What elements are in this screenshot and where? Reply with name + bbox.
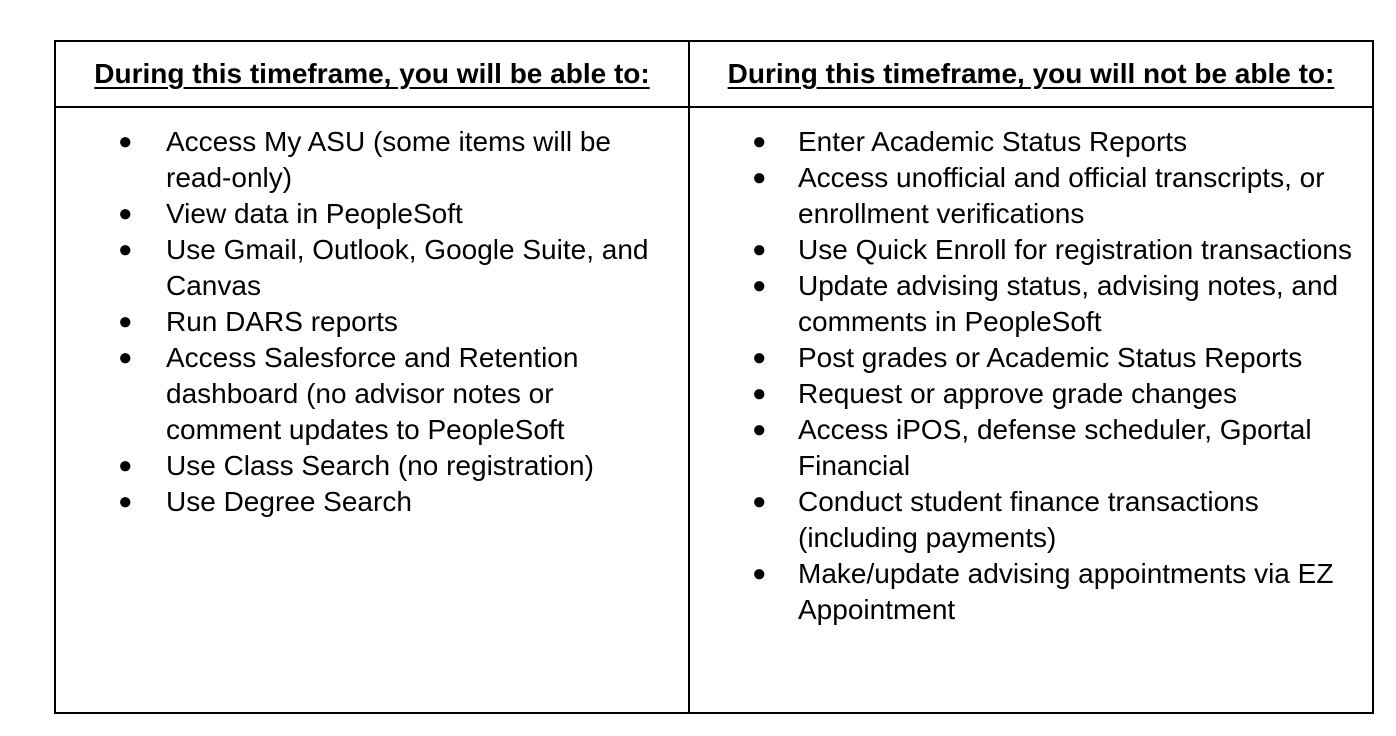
list-item xyxy=(56,448,670,484)
list-item-text: Access My ASU (some items will be read-only) xyxy=(166,126,611,193)
bullet-icon: ● xyxy=(118,308,133,335)
content-row xyxy=(55,107,1373,713)
bullet-icon: ● xyxy=(752,128,767,155)
list-item xyxy=(690,412,1354,484)
list-item-text: Make/update advising appointments via EZ Appointment xyxy=(798,558,1334,625)
able-to-list xyxy=(56,108,688,520)
timeframe-table xyxy=(54,40,1374,714)
list-item-text: Access unofficial and official transcripts, or enrollment verifications xyxy=(798,162,1325,229)
not-able-to-cell xyxy=(689,107,1373,713)
not-able-to-header: During this timeframe, you will not be able to: xyxy=(689,41,1373,107)
list-item-text: Conduct student finance transactions (including payments) xyxy=(798,486,1259,553)
list-item-text: Use Class Search (no registration) xyxy=(166,450,594,481)
header-row xyxy=(55,41,1373,107)
bullet-icon: ● xyxy=(752,164,767,191)
bullet-icon: ● xyxy=(752,380,767,407)
list-item xyxy=(690,376,1354,412)
list-item-text: Post grades or Academic Status Reports xyxy=(798,342,1303,373)
bullet-icon: ● xyxy=(752,272,767,299)
bullet-icon: ● xyxy=(752,236,767,263)
list-item-text: Use Degree Search xyxy=(166,486,412,517)
bullet-icon: ● xyxy=(118,128,133,155)
list-item-text: Run DARS reports xyxy=(166,306,398,337)
bullet-icon: ● xyxy=(752,488,767,515)
bullet-icon: ● xyxy=(118,344,133,371)
list-item xyxy=(690,160,1354,232)
list-item-text: Enter Academic Status Reports xyxy=(798,126,1188,157)
list-item xyxy=(690,556,1354,628)
bullet-icon: ● xyxy=(118,236,133,263)
list-item xyxy=(56,196,670,232)
list-item xyxy=(56,484,670,520)
list-item xyxy=(690,340,1354,376)
list-item xyxy=(690,124,1354,160)
list-item-text: Access Salesforce and Retention dashboard (no advisor notes or comment updates to PeopleSoft xyxy=(166,342,579,445)
list-item-text: Use Quick Enroll for registration transactions xyxy=(798,234,1352,265)
list-item xyxy=(56,124,670,196)
bullet-icon: ● xyxy=(118,452,133,479)
list-item xyxy=(690,232,1354,268)
list-item-text: Access iPOS, defense scheduler, Gportal Financial xyxy=(798,414,1312,481)
bullet-icon: ● xyxy=(118,200,133,227)
list-item xyxy=(690,268,1354,340)
list-item-text: Update advising status, advising notes, and comments in PeopleSoft xyxy=(798,270,1339,337)
list-item-text: View data in PeopleSoft xyxy=(166,198,463,229)
list-item-text: Request or approve grade changes xyxy=(798,378,1237,409)
list-item-text: Use Gmail, Outlook, Google Suite, and Canvas xyxy=(166,234,649,301)
bullet-icon: ● xyxy=(752,560,767,587)
list-item xyxy=(56,304,670,340)
list-item xyxy=(56,232,670,304)
bullet-icon: ● xyxy=(752,416,767,443)
not-able-to-list xyxy=(690,108,1372,628)
bullet-icon: ● xyxy=(118,488,133,515)
able-to-header: During this timeframe, you will be able to: xyxy=(55,41,689,107)
able-to-cell xyxy=(55,107,689,713)
list-item xyxy=(690,484,1354,556)
bullet-icon: ● xyxy=(752,344,767,371)
list-item xyxy=(56,340,670,448)
